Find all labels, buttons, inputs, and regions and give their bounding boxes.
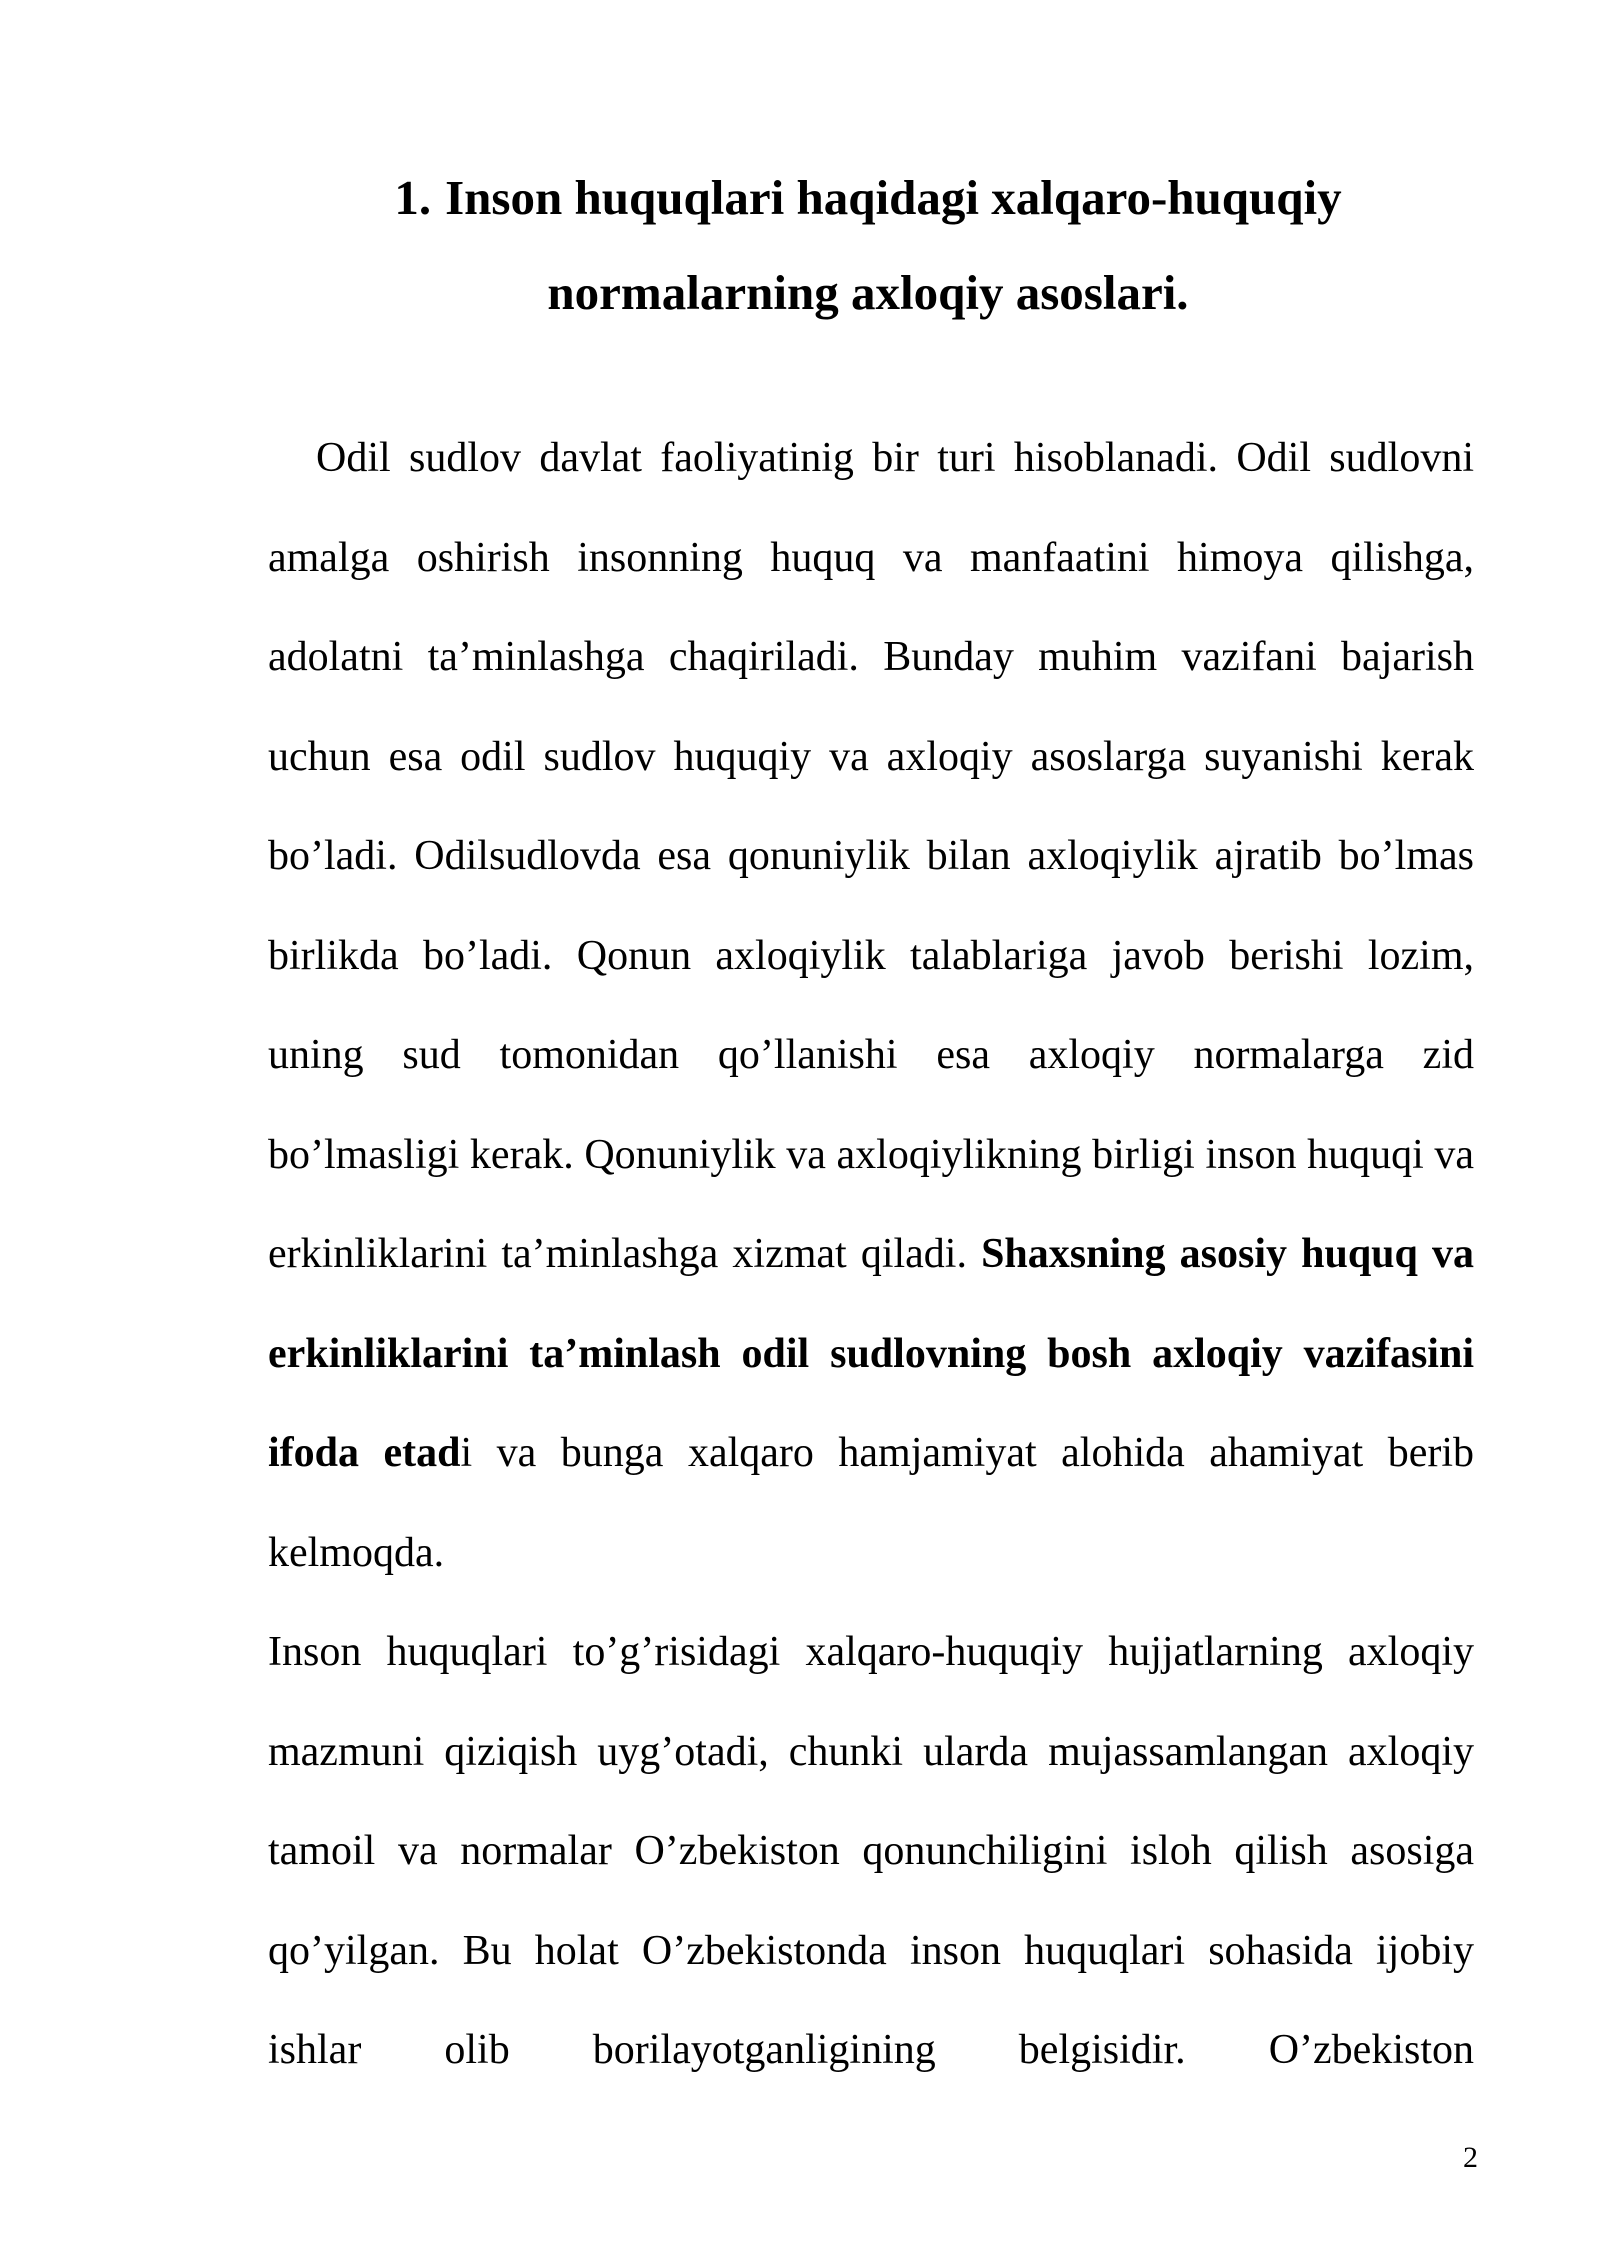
paragraph-1 bbox=[268, 409, 1474, 1603]
paragraph-2 bbox=[268, 1603, 1474, 2101]
paragraph-1-text-b: i va bunga xalqaro hamjamiyat alohida ahamiyat berib kelmoqda. bbox=[268, 1430, 1474, 1576]
paragraph-2-text: Inson huquqlari to’g’risidagi xalqaro-huquqiy hujjatlarning axloqiy mazmuni qiziqish uyg’otadi, chunki ularda mujassamlangan axloqiy tamoil va normalar O’zbekiston qonunchiligini isloh qilish asosiga qo’yilgan. Bu holat O’zbekistonda inson huquqlari sohasida ijobiy ishlar olib borilayotganligining belgisidir. O’zbekiston bbox=[268, 1629, 1474, 2073]
heading-line-1: Inson huquqlari haqidagi xalqaro-huquqiy bbox=[445, 170, 1342, 225]
section-heading bbox=[268, 150, 1468, 340]
paragraph-1-text-a: Odil sudlov davlat faoliyatinig bir turi hisoblanadi. Odil sudlovni amalga oshirish insonning huquq va manfaatini himoya qilishga, adolatni ta’minlashga chaqiriladi. Bunday muhim vazifani bajarish uchun esa odil sudlov huquqiy va axloqiy asoslarga suyanishi kerak bo’ladi. Odilsudlovda esa qonuniylik bilan axloqiylik ajratib bo’lmas birlikda bo’ladi. Qonun axloqiylik talablariga javob berishi lozim, uning sud tomonidan qo’llanishi esa axloqiy normalarga zid bo’lmasligi kerak. Qonuniylik va axloqiylikning birligi inson huquqi va erkinliklarini ta’minlashga xizmat qiladi. bbox=[268, 435, 1474, 1277]
page-number: 2 bbox=[1463, 2141, 1478, 2174]
body-text bbox=[268, 409, 1474, 2101]
heading-number: 1. bbox=[394, 170, 432, 225]
paragraph-1-bold-text: Shaxsning asosiy huquq va erkinliklarini ta’minlash odil sudlovning bosh axloqiy vazifasini ifoda etad bbox=[268, 1231, 1474, 1476]
heading-line-2: normalarning axloqiy asoslari. bbox=[547, 265, 1189, 320]
